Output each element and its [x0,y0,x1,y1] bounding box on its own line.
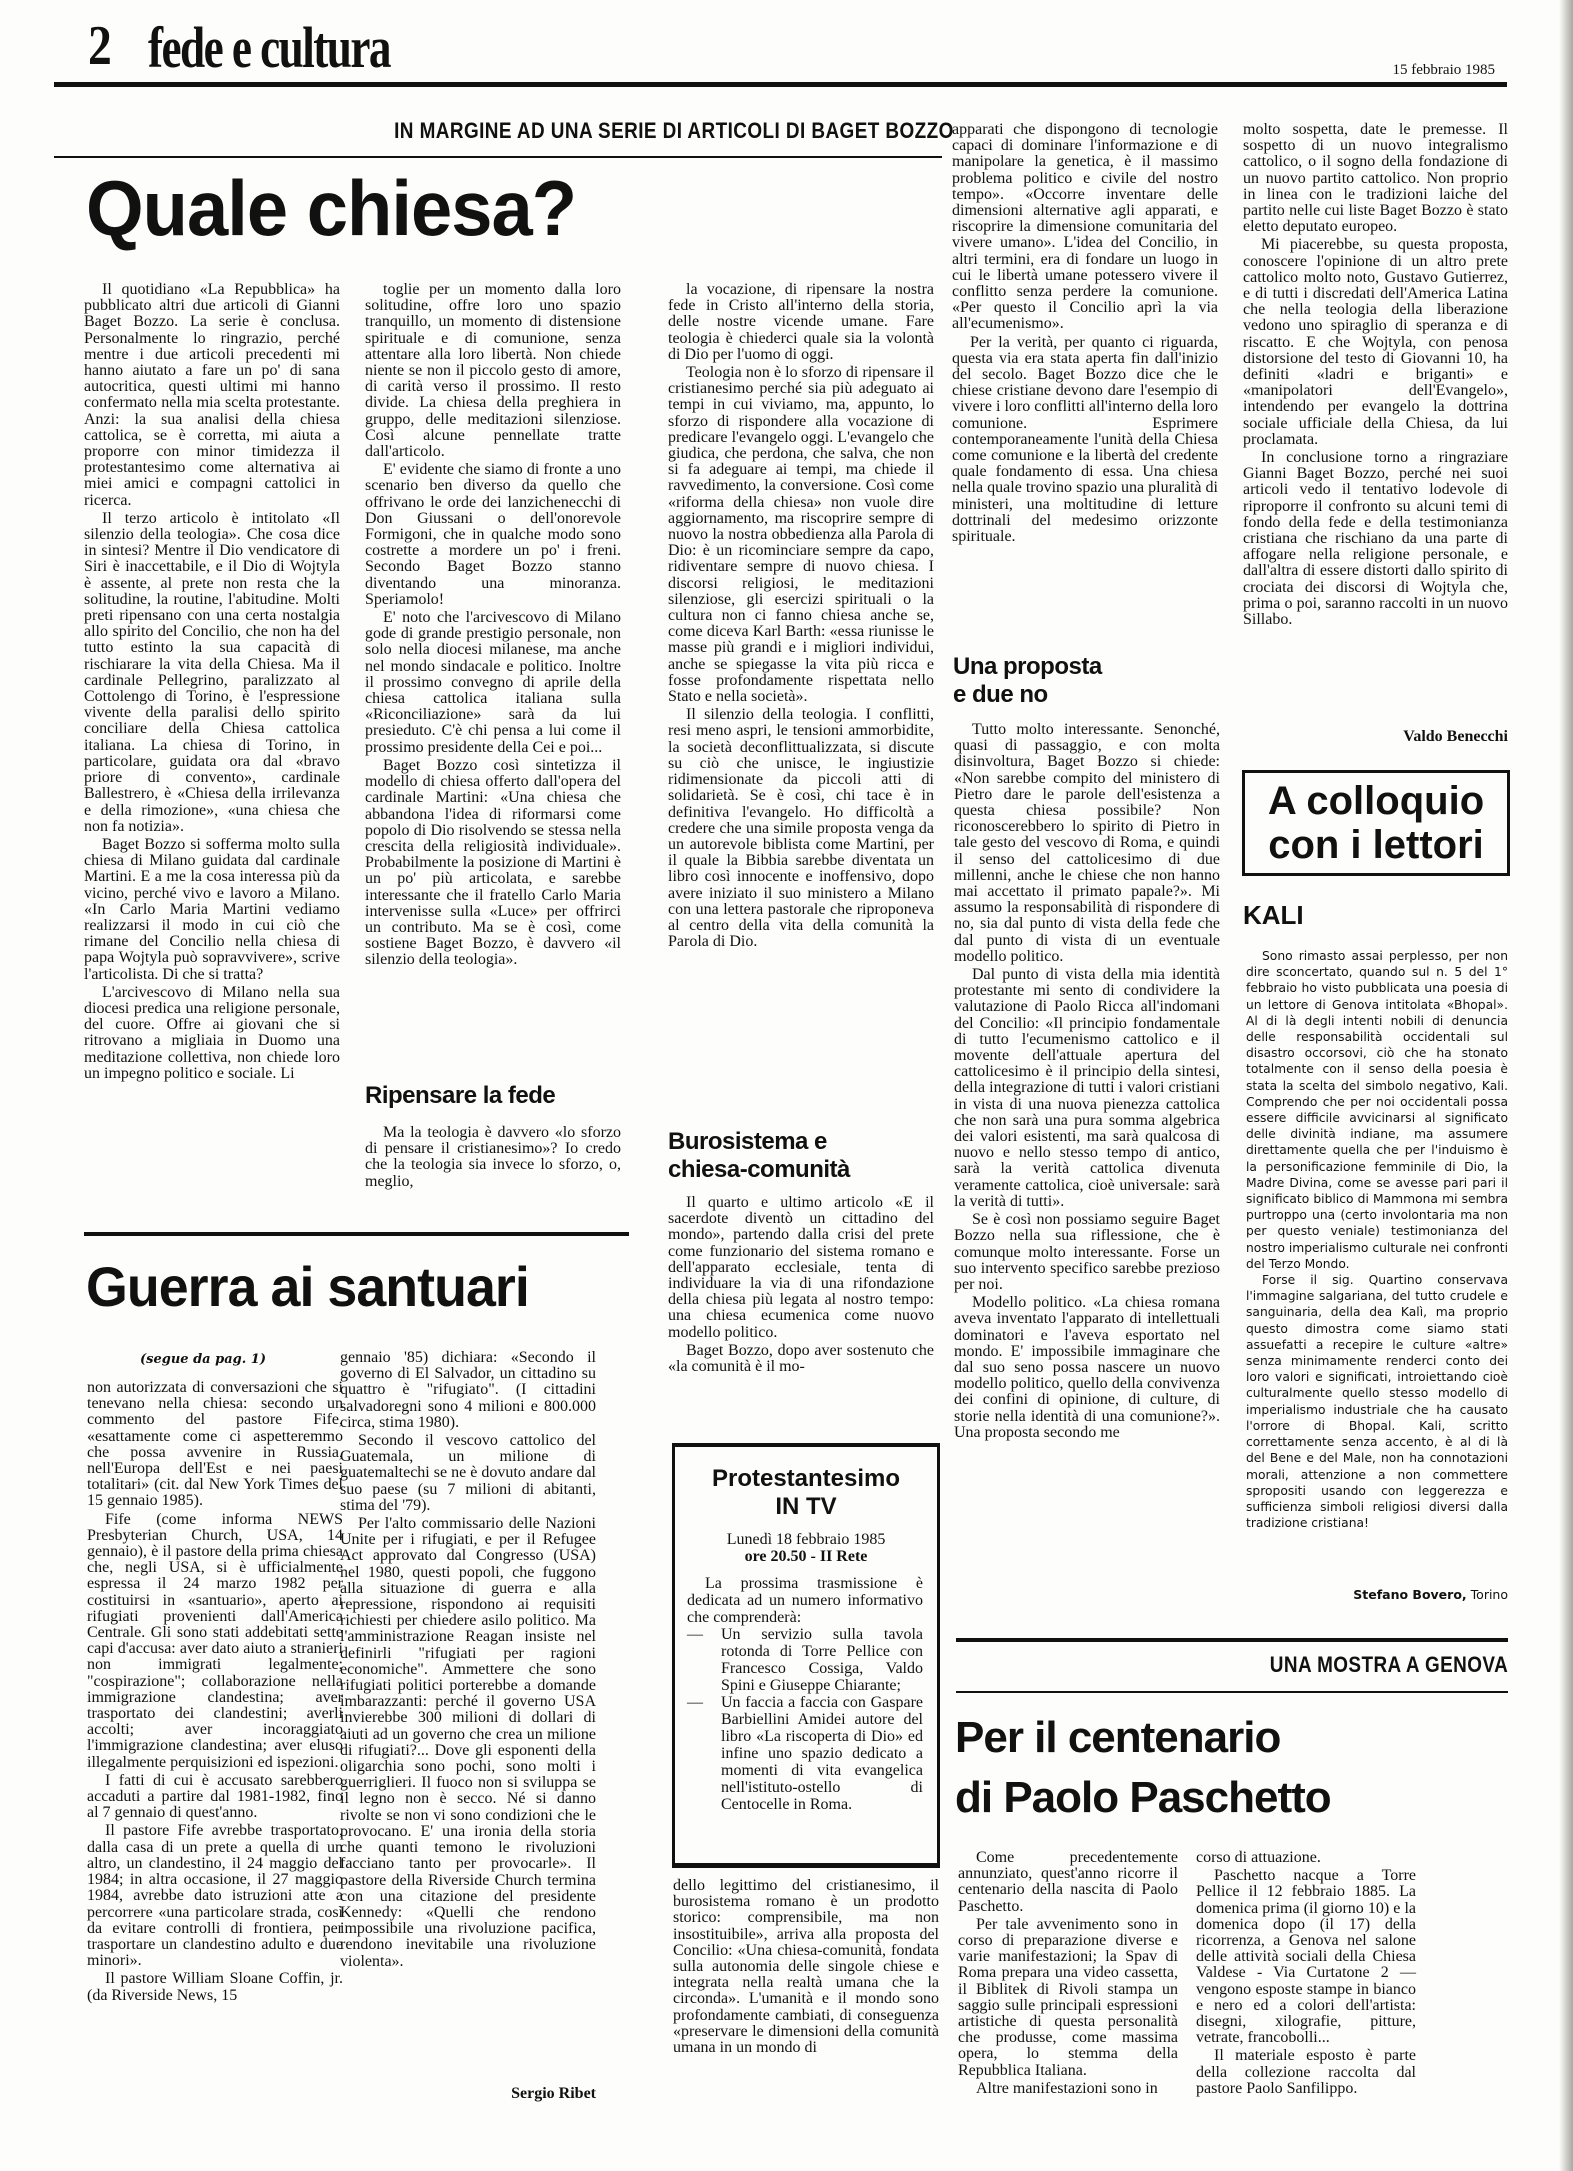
masthead-rule [54,82,1507,87]
paragraph: gennaio '85) dichiara: «Secondo il governo di El Salvador, un cittadino su quattro è "rifugiato". (I cittadini salvadoregni sono 4 milioni e 800.000 circa, stima 1980). [340,1349,596,1431]
paragraph: dello legittimo del cristianesimo, il burosistema romano è un prodotto storico: comprensibile, ma non insostituibile», arriva alla proposta del Concilio: «Una chiesa-comunità, fondata sulla autonomia delle singole chiese e integrata nella realtà umana che la circonda». L'umanità e il mondo sono profondamente cambiati, di conseguenza «preservare le dimensioni della comunità umana in un mondo di [673,1877,939,2057]
paragraph: Mi piacerebbe, su questa proposta, conoscere l'opinione di un altro prete cattolico molto noto, Gustavo Gutierrez, e di tutti i discredati dell'America Latina che nella teologia della liberazione vedono uno spiraglio di speranza e di riscatto. E che Wojtyla, con penosa distorsione del testo di Giovanni 10, ha definiti «ladri e briganti» e «manipolatori dell'Evangelo», intendendo per evangelo la dottrina sociale ufficiale della Chiesa, da lui proclamata. [1243,236,1508,448]
article-column-5 [1243,122,1508,628]
paragraph: corso di attuazione. [1196,1849,1321,1866]
article-column-4b [954,722,1220,1441]
letter-signature [1243,1587,1508,1602]
article-column-2 [1196,1850,1416,2097]
paragraph: Per l'alto commissario delle Nazioni Unite per i rifugiati, e per il Refugee Act approvato dal Congresso (USA) nel 1980, questi popoli, che fuggono alla situazione di guerra e alla repressione, rispondono ai requisiti richiesti per chiedere asilo politico. Ma l'amministrazione Reagan insiste nel definirli "rifugiati per ragioni economiche". Ammettere che sono rifugiati politici porterebbe a domande imbarazzanti: perché il governo USA invierebbe 300 milioni di dollari di aiuti ad un governo che crea un milione di rifugiati?... Dove gli esponenti della oligarchia sono pochi, sono molti i guerriglieri. Il fuoco non si sviluppa se il legno non è secco. Né si danno rivolte se non vi sono condizioni che le provocano. E' una ironia della storia che quanti temono le rivoluzioni facciano tanto per provocarle». Il pastore della Riverside Church termina con una citazione del presidente Kennedy: «Quelli che rendono impossibile una rivoluzione pacifica, rendono inevitabile una rivoluzione violenta». [340,1515,596,1970]
paragraph: Tutto molto interessante. Senonché, quasi di passaggio, e con molta disinvoltura, Baget Bozzo si chiede: «Non sarebbe compito del ministero di Pietro dare le parole dell'esistenza a questa chiesa possibile? Non riconoscerebbero lo spirito di Pietro in tale gesto del vescovo di Roma, e quindi il senso del cattolicesimo di due millenni, anche le chiese che non hanno mai accettato il primato papale?». Mi assumo la responsabilità di rispondere di no, sia dal punto di vista della fede che dal punto di vista di un eventuale modello politico. [954,721,1220,965]
paragraph: Altre manifestazioni sono in [976,2079,1158,2097]
subhead-ripensare: Ripensare la fede [365,1082,556,1109]
article-kicker: IN MARGINE AD UNA SERIE DI ARTICOLI DI BAGET BOZZO [394,118,954,143]
letter-signature-place: Torino [1470,1587,1508,1602]
tv-box-list [687,1626,923,1813]
article-column-2 [340,1350,596,1970]
section-title: fede e cultura [148,15,390,80]
paragraph: Baget Bozzo così sintetizza il modello di chiesa offerto dall'opera del cardinale Martini: «Una chiesa che abbandona l'idea di riformarsi come popolo di Dio risolvendo se stessa nella crescita della religiosità individuale». Probabilmente la posizione di Martini è un po' più articolata, e sarebbe interessante che il fratello Carlo Maria intervenisse sulla «Luce» per offrirci un contributo. Ma se è così, come sostiene Baget Bozzo, è davvero «il silenzio della teologia». [365,756,621,969]
tv-box-item: — Un servizio sulla tavola rotonda di Torre Pellice con Francesco Cossiga, Valdo Spini e Giuseppe Chiarante; [687,1626,923,1694]
tv-box-date: Lunedì 18 febbraio 1985 [726,1531,886,1548]
paragraph: In conclusione torno a ringraziare Gianni Baget Bozzo, perché nei suoi articoli vedo il tentativo lodevole di riproporre il confronto su alcuni temi di fondo della fede e della testimonianza cristiana che rischiano da una parte di affogare nella religione personale, e dall'altra di essere distorti dallo spirito di crociata dei discorsi di Wojtyla che, prima o poi, saranno raccolti in un nuovo Sillabo. [1243,449,1508,629]
paragraph: Il quotidiano «La Repubblica» ha pubblicato altri due articoli di Gianni Baget Bozzo. La serie è conclusa. Personalmente lo ringrazio, perché mentre i due articoli precedenti mi hanno aiutato a fare un po' di sana autocritica, questi ultimi mi hanno confermato nella mia scelta protestante. Anzi: la sua analisi della chiesa cattolica, se è corretta, mi aiuta a proporre con minor timidezza il protestantesimo come alternativa ai miei amici e compagni cattolici in ricerca. [84,281,340,509]
paragraph: non autorizzata di conversazioni che si tenevano nella chiesa: secondo un commento del pastore Fife, «esattamente come ci aspetteremmo che possa avvenire in Russia, nell'Europa dell'Est e nei paesi totalitari» (cit. dal New York Times del 15 gennaio 1985). [87,1379,343,1510]
letter-signature-name: Stefano Bovero, [1353,1587,1467,1602]
paragraph: Fife (come informa NEWS Presbyterian Church, USA, 14 gennaio), è il pastore della prima chiesa che, negli USA, si è ufficialmente espressa il 24 marzo 1982 per costituirsi in «santuario», aperto ai rifugiati provenienti dall'America Centrale. Gli sono stati addebitati sette capi d'accusa: aver dato aiuto a stranieri non immigrati legalmente; "cospirazione"; collaborazione nella immigrazione clandestina; aver trasportato dei clandestini; averli accolti; aver incoraggiato l'immigrazione clandestina; aver eluso illegalmente perquisizioni ed ispezioni. [87,1510,343,1771]
paragraph: Per la verità, per quanto ci riguarda, questa via era stata aperta fin dall'inizio del secolo. Baget Bozzo dice che le chiese cristiane devono dare l'esempio di vivere i loro conflitti all'interno della loro comunione. Esprimere contemporaneamente l'unità della Chiesa come comunione e la libertà del credente quale fondamento di essa. Una chiesa nella quale trovino spazio una pluralità di ministeri, una moltitudine di letture dottrinali del medesimo orizzonte spirituale. [952,333,1218,546]
paragraph: Baget Bozzo si sofferma molto sulla chiesa di Milano guidata dal cardinale Martini. E a me la cosa interessa più da vicino, perché vivo e lavoro a Milano. «In Carlo Maria Martini vediamo realizzarsi il modo in cui ciò che rimane del Concilio nella chiesa di papa Wojtyla può sopravvivere», scrive l'articolista. Di che si tratta? [84,835,340,983]
paragraph: Come precedentemente annunziato, quest'anno ricorre il centenario della nascita di Paolo Paschetto. [958,1849,1178,1915]
continued-note: (segue da pag. 1) [140,1352,266,1367]
subhead-burosistema: Burosistema e chiesa-comunità [668,1128,850,1183]
paragraph: Paschetto nacque a Torre Pellice il 12 febbraio 1885. La domenica prima (il giorno 10) e la domenica dopo (il 17) della ricorrenza, a Genova nel salone delle attività sociali della Chiesa Valdese - Via Curtatone 2 — vengono esposte stampe in bianco e nero ed a colori dell'artista: disegni, xilografie, pitture, vetrate, francobolli... [1196,1867,1416,2047]
tv-box-time: ore 20.50 - II Rete [744,1548,868,1565]
paragraph: I fatti di cui è accusato sarebbero accaduti a partire dal 1981-1982, fino al 7 gennaio di quest'anno. [87,1771,343,1822]
paragraph: Il pastore William Sloane Coffin, jr. (da Riverside News, 15 [87,1970,343,2004]
article-column-2b [365,1125,621,1190]
paragraph: E' noto che l'arcivescovo di Milano gode di grande prestigio personale, non solo nella diocesi milanese, ma anche nel mondo sindacale e politico. Inoltre il prossimo convegno di aprile della chiesa cattolica italiana sulla «Riconciliazione» sarà da lui presieduto. C'è chi pensa a lui come il prossimo presidente della Cei e poi... [365,609,621,756]
author-signature: Sergio Ribet [511,2085,596,2102]
article-divider [84,1232,629,1236]
paragraph: Il quarto e ultimo articolo «E il sacerdote diventò un cittadino del mondo», partendo dalla crisi del prete come funzionario del sistema romano e dell'apparato ecclesiale, tenta di individuare la via di una rifondazione della chiesa più legata al nostro tempo: una chiesa ecumenica come nuovo modello politico. [668,1194,934,1341]
article-column-2 [365,282,621,969]
paragraph: Ma la teologia è davvero «lo sforzo di pensare il cristianesimo»? Io credo che la teologia sia invece lo sforzo, o, meglio, [365,1124,621,1190]
issue-date: 15 febbraio 1985 [1392,62,1495,78]
paragraph: Secondo il vescovo cattolico del Guatemala, un milione di guatemaltechi se ne è dovuto andare dal suo paese (su 7 milioni di abitanti, stima del '79). [340,1432,596,1514]
paragraph: Forse il sig. Quartino conservava l'immagine salgariana, del tutto crudele e sanguinaria, della dea Kalì, ma proprio questo dimostra come siamo stati assuefatti a recepire le culture «altre» senza minimamente renderci conto dei loro valori e significati, introiettando cioè culturalmente quello stesso modello di imperialismo industriale che ha causato l'orrore di Bhopal. Kali, scritto correttamente senza accento, è al di là del Bene e del Male, non ha connotazioni morali, attenzione a non commettere spropositi usando con leggerezza e sufficienza simboli religiosi diversi dalla tradizione cristiana! [1246,1273,1508,1531]
subhead-proposta: Una proposta e due no [953,653,1102,708]
tv-box-title-line1: Protestantesimo [711,1465,901,1492]
article-column-1 [84,282,340,1082]
letter-headline: KALI [1243,900,1304,930]
paragraph: Teologia non è lo sforzo di ripensare il cristianesimo perché sia più adeguato ai tempi in cui viviamo, ma, appunto, lo sforzo di rispondere alla vocazione di predicare l'evangelo oggi. L'evangelo che giudica, che perdona, che salva, che non si fa adeguare ai tempi, ma chiede il ravvedimento, la conversione. Così come «riforma della chiesa» non vuole dire aggiornamento, ma riscoprire sempre di nuovo la nostra obbedienza alla Parola di Dio: è un ricominciare sempre da capo, ridiventare sempre di nuovo chiesa. I discorsi religiosi, le meditazioni silenziose, gli esercizi spirituali o la cultura non ci fanno chiesa anche se, come diceva Karl Barth: «essa riunisse le masse più grandi e i migliori individui, anche se spiegasse la vita più ricca e fosse profondamente rispettata nello Stato e nella società». [668,364,934,706]
paragraph: Se è così non possiamo seguire Baget Bozzo nella sua riflessione, che è comunque molto interessante. Forse un suo intervento specifico sarebbe prezioso per noi. [954,1211,1220,1293]
paragraph: Sono rimasto assai perplesso, per non dire sconcertato, quando sul n. 5 del 1° febbraio ho visto pubblicata una poesia di un lettore di Genova intitolata «Bhopal». Al di là degli intenti nobili di denuncia delle responsabilità occidentali sul disastro occorsovi, ciò che ha stonato totalmente con il senso della poesia è stata la scelta del simbolo negativo, Kali. Comprendo che per noi occidentali possa essere difficile avvicinarsi al significato delle divinità indiane, ma assumere direttamente quella che per l'induismo è la personificazione femminile di Dio, la Madre Divina, come se avesse pari pari il significato biblico di Mammona mi sembra purtroppo una (certo involontaria ma non per questo veniale) testimonianza del nostro imperialismo culturale nei confronti del Terzo Mondo. [1246,949,1508,1271]
article-column-3 [668,282,934,950]
tv-box-item: — Un faccia a faccia con Gaspare Barbiellini Amidei autore del libro «La riscoperta di Dio» ed infine uno spazio dedicato a momenti di vita evangelica nell'istituto-ostello di Centocelle in Roma. [687,1694,923,1813]
paragraph: molto sospetta, date le premesse. Il sospetto di un nuovo integralismo cattolico, o il sogno della fondazione di un nuovo partito cattolico. Non proprio in linea con le tradizioni laiche del partito nelle cui liste Baget Bozzo è stato eletto deputato europeo. [1243,121,1508,236]
tv-listing-box [672,1443,940,1868]
paragraph: Il materiale esposto è parte della collezione raccolta dal pastore Paolo Sanfilippo. [1196,2047,1416,2097]
article-kicker: UNA MOSTRA A GENOVA [1269,1652,1508,1677]
article-column-3b [668,1195,934,1375]
article-column-3c [673,1878,939,2056]
article-headline-line2: di Paolo Paschetto [955,1773,1331,1822]
article-headline: Guerra ai santuari [86,1255,529,1318]
paragraph: Modello politico. «La chiesa romana aveva inventato l'apparato di intellettuali dominatori e l'aveva esportato nel mondo. E' impossibile immaginare che dal suo seno possa nascere un nuovo modello politico, quello della convivenza dei confini di opinione, di culture, di storie nella identità di una comunione?». Una proposta secondo me [954,1294,1220,1441]
letters-box-title-line2: con i lettori [1268,823,1484,867]
paragraph: Baget Bozzo, dopo aver sostenuto che «la comunità è il mo- [668,1341,934,1376]
letters-box-title-line1: A colloquio [1267,779,1485,823]
paragraph: Il silenzio della teologia. I conflitti, resi meno aspri, le tensioni ammorbidite, la società deconflittualizzata, si discute su ciò che unisce, le ingiustizie ridimensionate da piccoli atti di solidarietà. Se è così, chi tace è in definitiva l'evangelo. Ho difficoltà a credere che una simile proposta venga da un autorevole biblista come Martini, per il quale la Bibbia sarebbe diventata un libro così innocente e inoffensivo, dopo avere iniziato il suo ministero a Milano con una lettera pastorale che riproponeva al centro della vita della comunità la Parola di Dio. [668,706,934,951]
paragraph: Dal punto di vista della mia identità protestante mi sento di condividere la valutazione di Paolo Ricca all'indomani del Concilio: «Il principio fondamentale di tutto l'ecumenismo cattolico e il movente dell'attuale apertura del cattolicesimo è il principio della sintesi, della integrazione di tutti i valori cristiani in vista di una nuova pienezza cattolica che non sarà una pura somma algebrica dei valori esistenti, ma sarà qualcosa di nuovo e nello stesso tempo di antico, sarà la verità cattolica divenuta veramente cattolica, cioè universale: sarà la verità di tutti». [954,966,1220,1210]
kicker-rule [54,156,942,158]
paragraph: E' evidente che siamo di fronte a uno scenario ben diverso da quello che offrivano le orde dei lanzichenecchi di Don Giussani o dell'onorevole Formigoni, che in qualche modo sono costrette a mordere un po' i freni. Secondo Baget Bozzo stanno diventando una minoranza. Speriamolo! [365,461,621,608]
letters-box [1242,770,1510,876]
article-divider [956,1638,1508,1642]
paragraph: Il terzo articolo è intitolato «Il silenzio della teologia». Che cosa dice in sintesi? Mentre il Dio vendicatore di Siri è inaccettabile, e il Dio di Wojtyla è assente, al prete non resta che la solitudine, la routine, l'abitudine. Molti preti ripensano con una certa nostalgia allo spirito del Concilio, che non ha del tutto estinto la sua capacità di rischiarare la vita della Chiesa. Ma il cardinale Pellegrino, paralizzato al Cottolengo di Torino, è l'espressione vivente della paralisi dello spirito conciliare della Chiesa cattolica italiana. La chiesa di Torino, in particolare, guidata ora dal «bravo priore di convento», cardinale Ballestrero, è «Chiesa della irrilevanza e della rimozione», «una chiesa che non fa notizia». [84,509,340,835]
page-number: 2 [88,15,111,77]
paragraph: la vocazione, di ripensare la nostra fede in Cristo all'interno della storia, delle nostre vicende umane. Fare teologia è chiederci quale sia la volontà di Dio per l'uomo di oggi. [668,281,934,363]
letter-body [1246,948,1508,1531]
article-column-1 [958,1850,1178,2097]
article-column-1 [87,1380,343,2004]
author-signature: Valdo Benecchi [1403,728,1508,745]
paper-edge [1559,0,1573,2171]
tv-box-intro: La prossima trasmissione è dedicata ad un numero informativo che comprenderà: [687,1575,923,1626]
paragraph: L'arcivescovo di Milano nella sua diocesi predica una religione personale, del cuore. Offre ai giovani che si ritrovano a migliaia in Duomo una meditazione collettiva, non chiede loro un impegno politico e sociale. Li [84,983,340,1082]
article-headline-line1: Per il centenario [955,1713,1281,1762]
paragraph: toglie per un momento dalla loro solitudine, offre loro uno spazio tranquillo, un momento di distensione spirituale e di comunione, senza attentare alla loro libertà. Non chiede niente se non il piccolo gesto di amore, di carità verso il prossimo. Il resto divide. La chiesa della preghiera in gruppo, delle meditazioni silenziose. Così alcune pennellate tratte dall'articolo. [365,281,621,461]
tv-box-body [675,1565,937,1813]
article-headline: Quale chiesa? [86,164,577,252]
kicker-rule [956,1691,1508,1693]
tv-box-title-line2: IN TV [775,1493,837,1520]
paragraph: apparati che dispongono di tecnologie capaci di dominare l'informazione e di manipolare la genetica, è il massimo problema politico e civile del nostro tempo». «Occorre inventare delle dimensioni alternative agli apparati, e riscoprire la dimensione comunitaria del vivere umano». L'idea del Concilio, in altri termini, era di fondare un luogo in cui le libertà umane potessero vivere il conflitto senza perdere la comunione. «Per questo il Concilio aprì la via all'ecumenismo». [952,121,1218,333]
paragraph: Il pastore Fife avrebbe trasportato, dalla casa di un prete a quella di un altro, un clandestino, il 24 maggio del 1984; in altra occasione, il 27 maggio 1984, avrebbe dato istruzioni atte a percorrere «una particolare strada, così da evitare controlli di frontiera, per trasportare un clandestino adulto e due minori». [87,1822,343,1970]
paragraph: Per tale avvenimento sono in corso di preparazione diverse e varie manifestazioni; la Spav di Roma prepara una video cassetta, il Biblitek di Rivoli stampa un saggio sulle principali espressioni artistiche di questa personalità che produsse, come massima opera, lo stemma della Repubblica Italiana. [958,1915,1178,2079]
article-column-4 [952,122,1218,545]
